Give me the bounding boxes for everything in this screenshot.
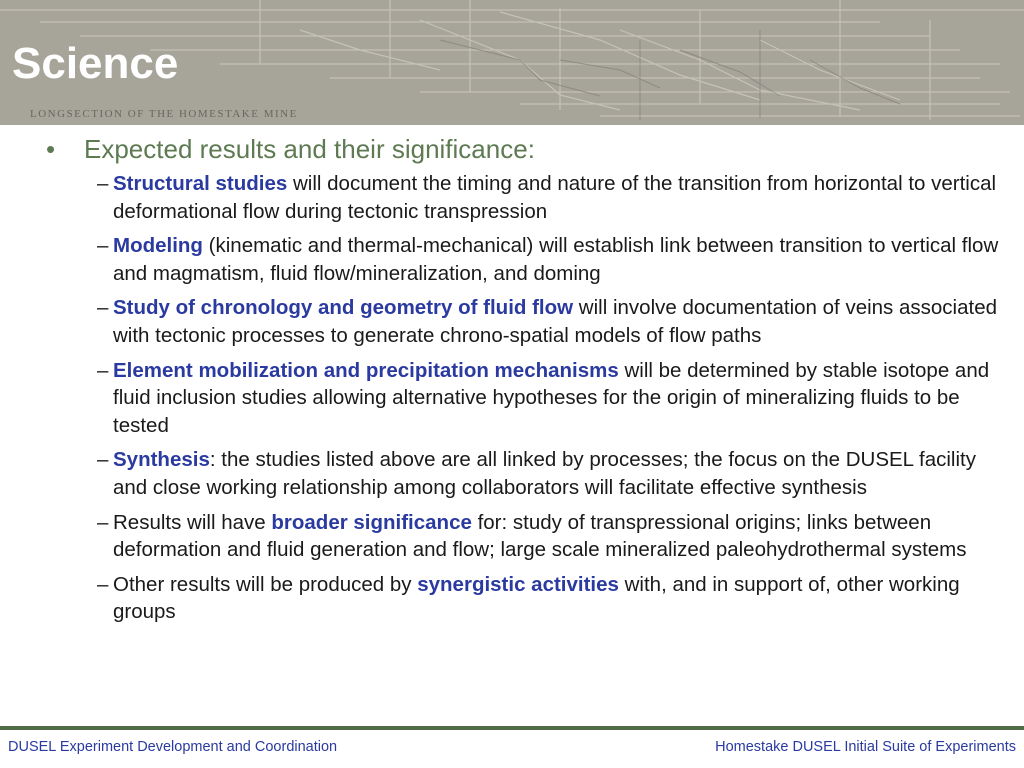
- item-body-text: will be determined by stable isotope and fluid inclusion studies allowing alternative hypotheses for the origin of mineralizing fluids to be tested: [113, 358, 990, 437]
- item-highlight-text: Modeling: [113, 234, 203, 258]
- list-item: [97, 571, 1013, 626]
- list-item: [97, 170, 1013, 225]
- dash-bullet-icon: –: [97, 296, 109, 320]
- dash-bullet-icon: –: [97, 172, 109, 195]
- item-body-text: with, and in support of, other working groups: [113, 572, 960, 624]
- list-item: [97, 232, 1013, 287]
- list-item: [97, 294, 1013, 349]
- slide-title: Science: [12, 39, 179, 88]
- dash-bullet-icon: –: [97, 510, 109, 534]
- footer-divider: [0, 726, 1024, 730]
- section-heading: Expected results and their significance:: [84, 134, 535, 164]
- slide-body: [0, 134, 1024, 633]
- item-body-text: : the studies listed above are all linked by processes; the focus on the DUSEL facility and close working relationship among collaborators will facilitate effective synthesis: [113, 448, 976, 499]
- sub-bullet-list: [0, 170, 1024, 626]
- item-highlight-text: Structural studies: [113, 172, 288, 195]
- header-banner: [0, 0, 1024, 125]
- item-lead-text: Results will have: [113, 510, 272, 534]
- dash-bullet-icon: –: [97, 234, 109, 258]
- image-caption: LONGSECTION OF THE HOMESTAKE MINE: [30, 108, 298, 120]
- item-highlight-text: Element mobilization and precipitation mechanisms: [113, 358, 619, 382]
- item-body-text: for: study of transpressional origins; links between deformation and fluid generation and flow; large scale mineralized paleohydrothermal systems: [113, 510, 967, 562]
- dash-bullet-icon: –: [97, 448, 109, 472]
- dash-bullet-icon: –: [97, 572, 109, 596]
- footer-left-text: DUSEL Experiment Development and Coordination: [8, 739, 338, 755]
- list-item: [97, 446, 1013, 501]
- list-item: [97, 357, 1013, 440]
- item-highlight-text: broader significance: [271, 510, 472, 534]
- item-lead-text: Other results will be produced by: [113, 572, 418, 596]
- item-body-text: (kinematic and thermal-mechanical) will establish link between transition to vertical flow and magmatism, fluid flow/mineralization, and doming: [113, 234, 999, 285]
- item-highlight-text: synergistic activities: [417, 572, 619, 596]
- dash-bullet-icon: –: [97, 358, 109, 382]
- item-body-text: will involve documentation of veins associated with tectonic processes to generate chrono-spatial models of flow paths: [113, 296, 998, 347]
- item-body-text: will document the timing and nature of the transition from horizontal to vertical deformational flow during tectonic transpression: [113, 172, 997, 223]
- item-highlight-text: Study of chronology and geometry of fluid flow: [113, 296, 574, 320]
- bullet-icon: •: [46, 134, 56, 164]
- level1-bullet-item: [46, 134, 1004, 165]
- footer-right-text: Homestake DUSEL Initial Suite of Experiments: [715, 739, 1016, 755]
- list-item: [97, 509, 1013, 564]
- item-highlight-text: Synthesis: [113, 448, 210, 472]
